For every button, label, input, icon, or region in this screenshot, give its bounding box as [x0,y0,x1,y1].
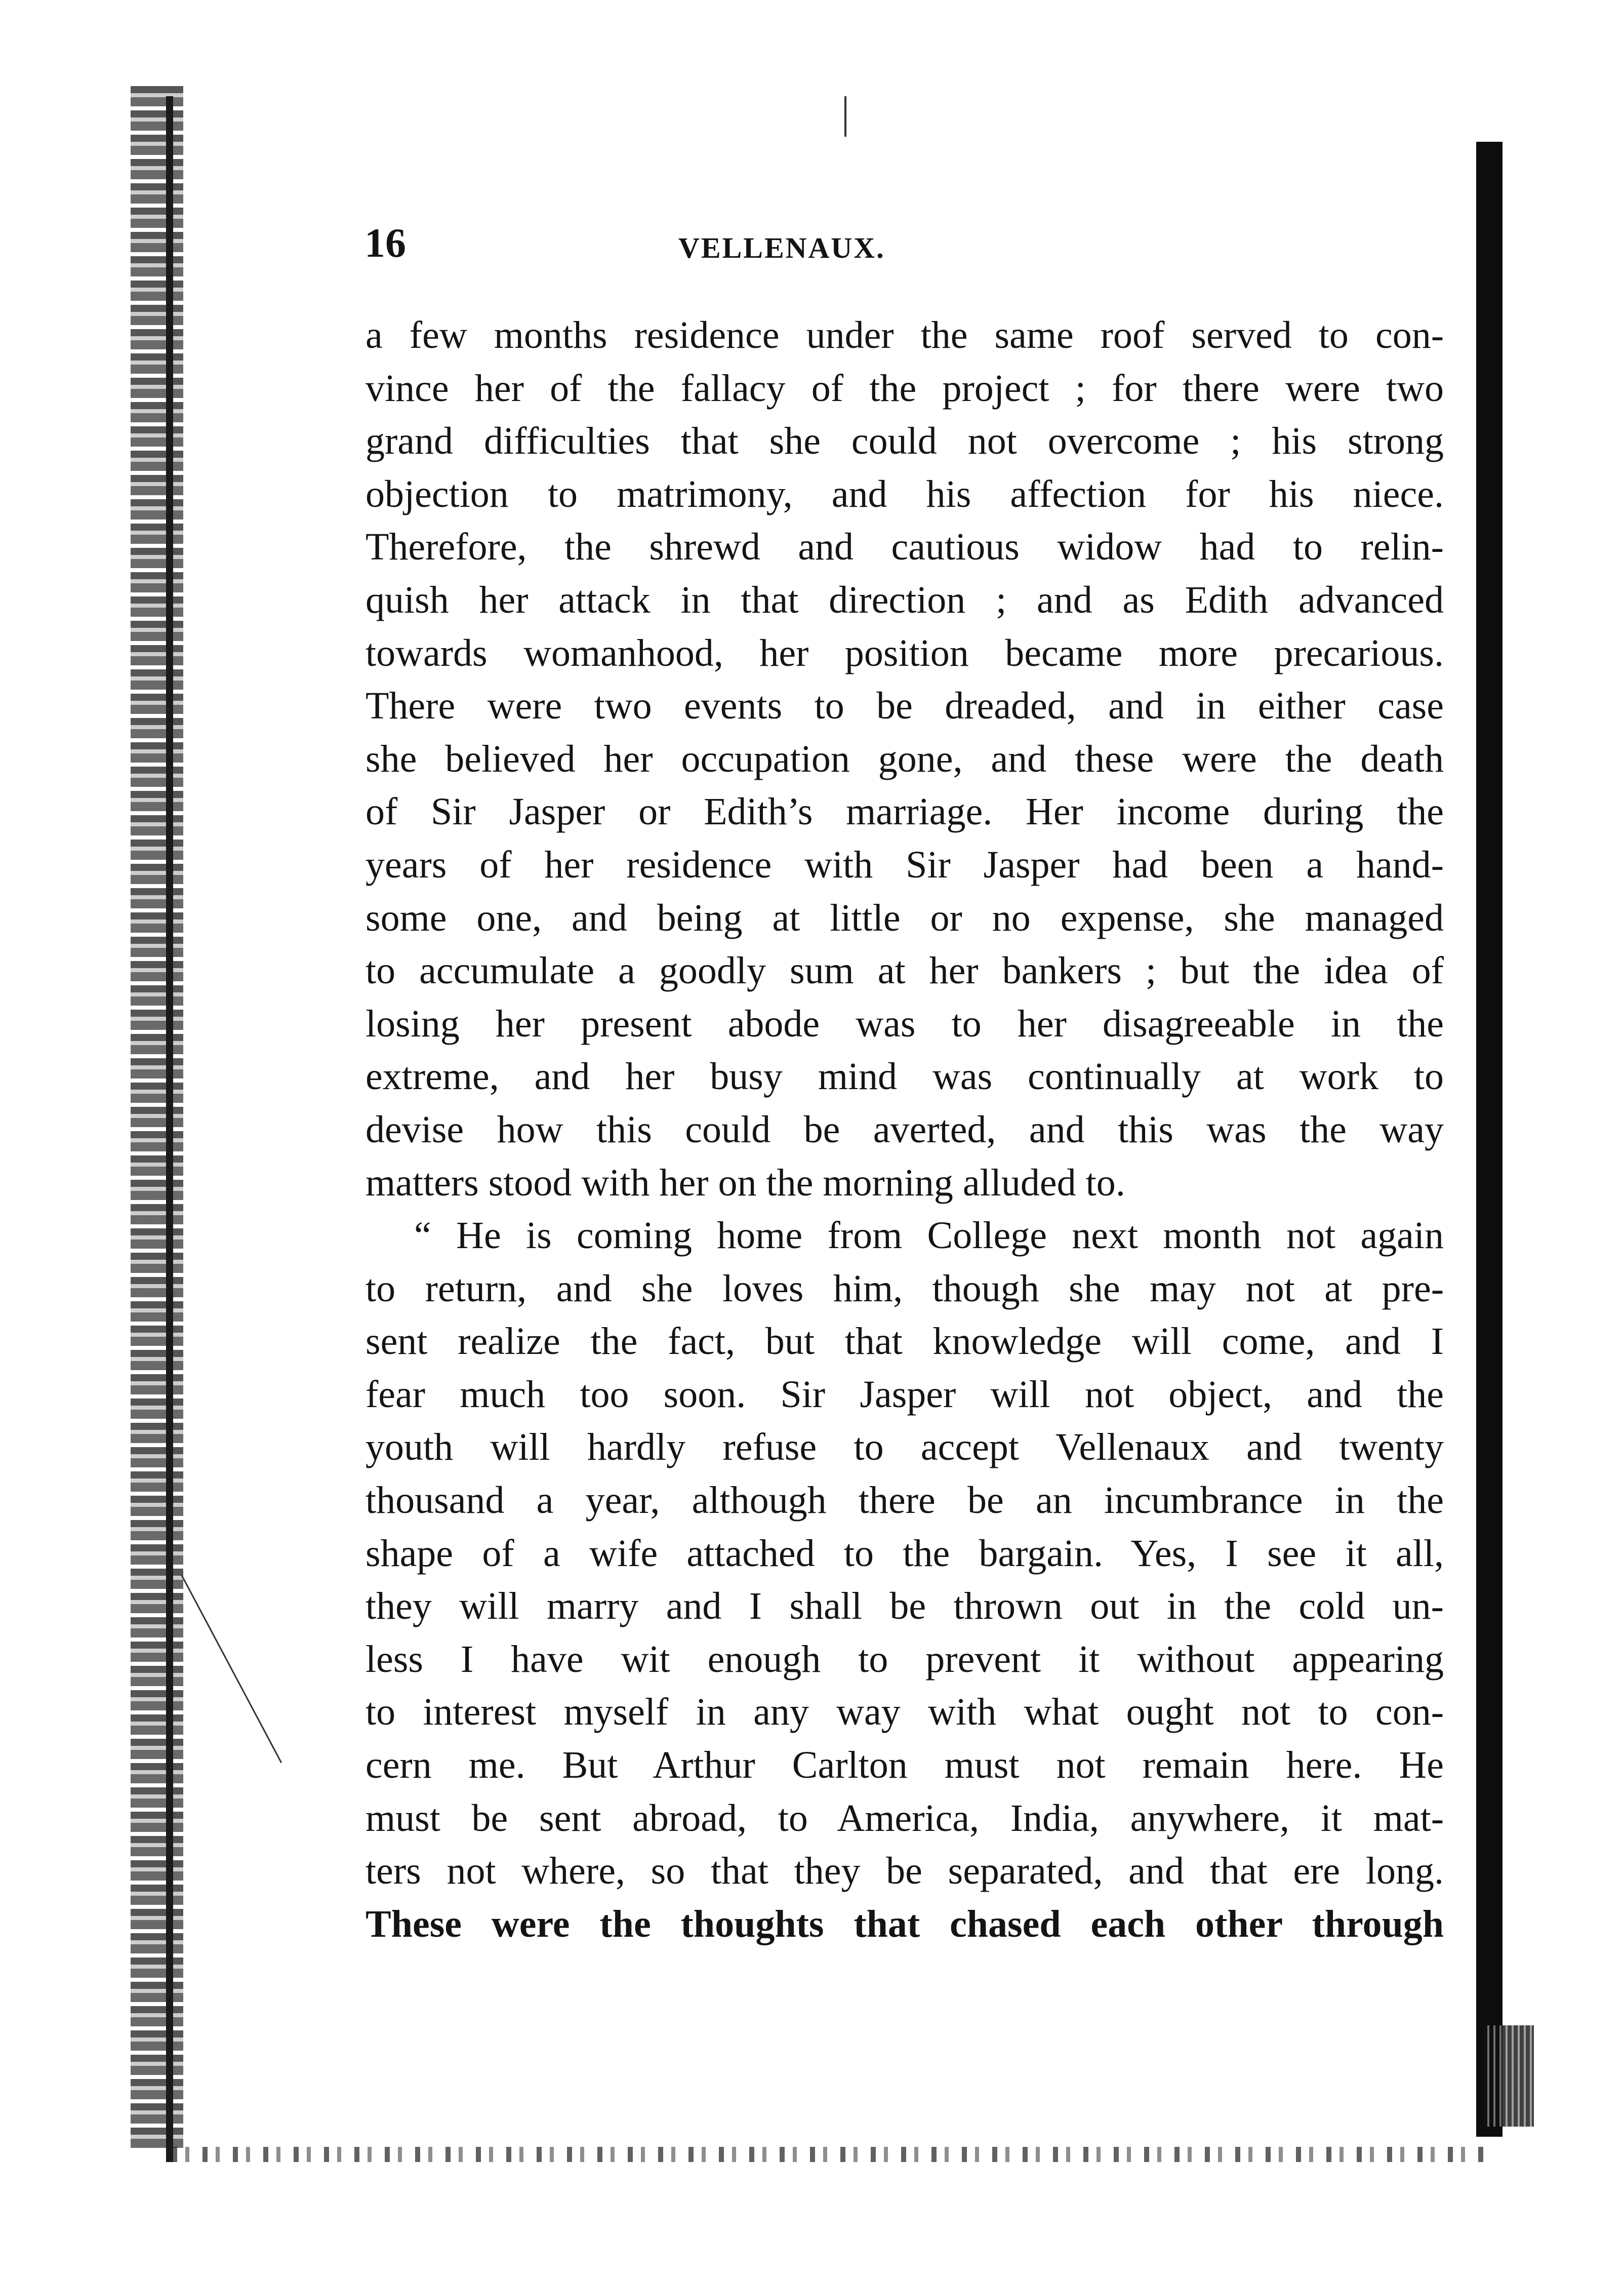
text-line: Therefore, the shrewd and cautious widow had to relin- [366,526,1444,569]
text-line: extreme, and her busy mind was continually at work to [366,1055,1444,1098]
text-line: youth will hardly refuse to accept Vellenaux and twenty [366,1426,1444,1469]
text-line: “ He is coming home from College next month not again [414,1214,1444,1257]
text-line: These were the thoughts that chased each other through [366,1902,1444,1945]
text-line: to return, and she loves him, though she may not at pre- [366,1267,1444,1310]
text-line: to interest myself in any way with what ought not to con- [366,1691,1444,1734]
text-line: to accumulate a goodly sum at her bankers ; but the idea of [366,949,1444,992]
text-line: some one, and being at little or no expense, she managed [366,896,1444,939]
running-head [364,218,1458,268]
text-line: must be sent abroad, to America, India, anywhere, it mat- [366,1796,1444,1840]
text-line: cern me. But Arthur Carlton must not remain here. He [366,1744,1444,1787]
text-line: sent realize the fact, but that knowledge will come, and I [366,1320,1444,1363]
text-line: thousand a year, although there be an incumbrance in the [366,1479,1444,1522]
text-line: ters not where, so that they be separated, and that ere long. [366,1850,1444,1893]
text-line: shape of a wife attached to the bargain. Yes, I see it all, [366,1532,1444,1575]
text-line: matters stood with her on the morning alluded to. [366,1161,1125,1204]
text-line: less I have wit enough to prevent it without appearing [366,1637,1444,1681]
text-line: years of her residence with Sir Jasper had been a hand- [366,843,1444,886]
text-line: vince her of the fallacy of the project ; for there were two [366,367,1444,410]
text-line: they will marry and I shall be thrown out in the cold un- [366,1585,1444,1628]
running-title: VELLENAUX. [678,231,885,264]
text-line: objection to matrimony, and his affection for his niece. [366,472,1444,515]
text-line: a few months residence under the same roof served to con- [366,314,1444,356]
body-text [366,309,1444,1950]
text-line: of Sir Jasper or Edith’s marriage. Her income during the [366,790,1444,833]
text-line: quish her attack in that direction ; and as Edith advanced [366,578,1444,621]
text-line: she believed her occupation gone, and these were the death [366,737,1444,780]
text-line: towards womanhood, her position became more precarious. [366,631,1444,674]
text-line: There were two events to be dreaded, and in either case [366,685,1444,728]
page-number: 16 [364,220,406,266]
text-line: losing her present abode was to her disagreeable in the [366,1002,1444,1045]
text-line: devise how this could be averted, and this was the way [366,1108,1444,1151]
text-line: grand difficulties that she could not overcome ; his strong [366,420,1444,463]
text-line: fear much too soon. Sir Jasper will not object, and the [366,1373,1444,1416]
